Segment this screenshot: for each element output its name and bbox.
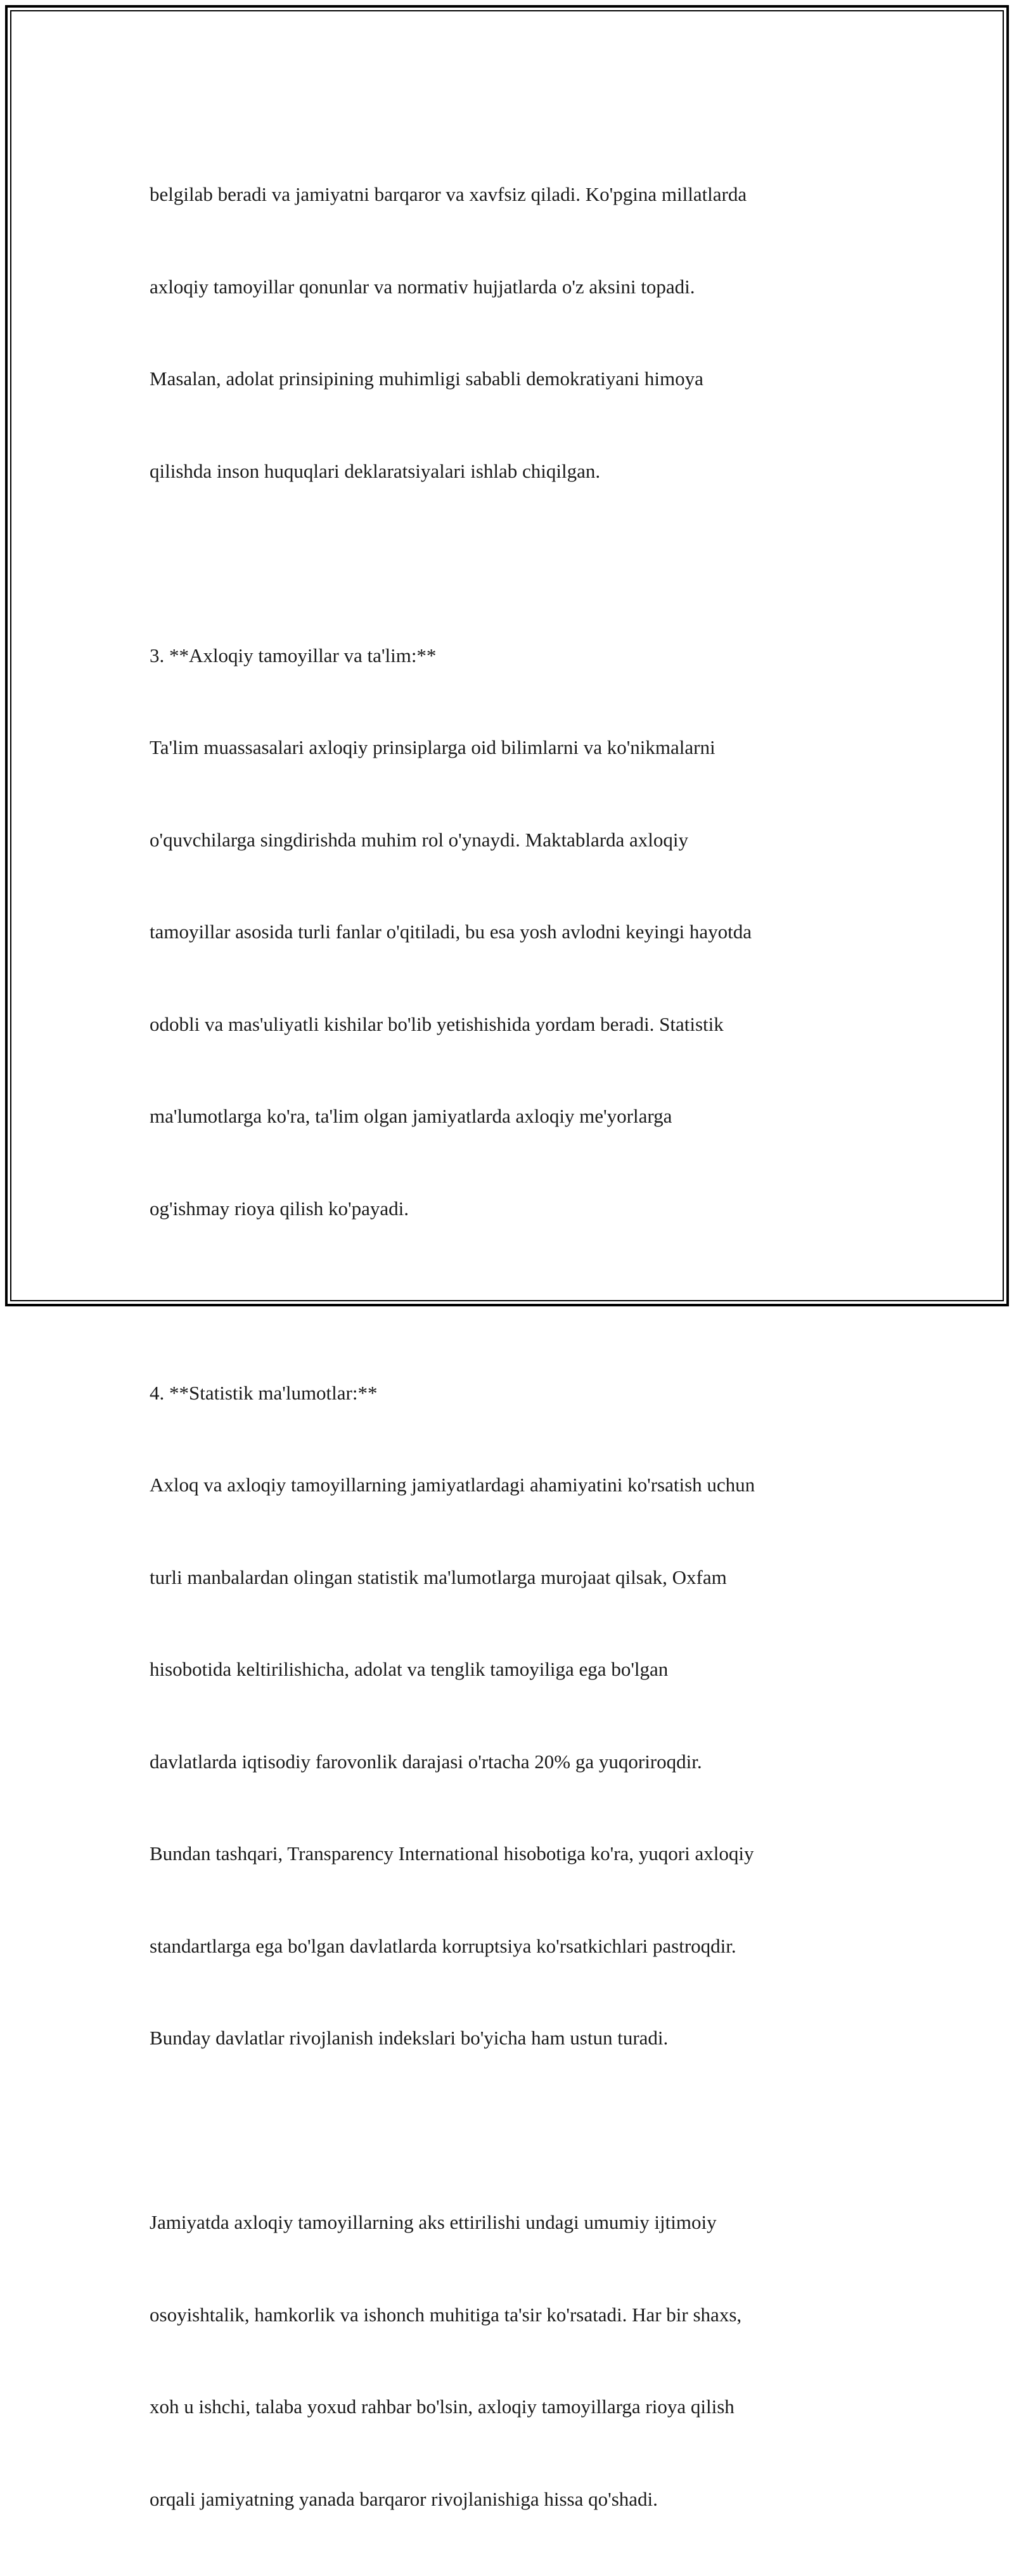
document-body	[150, 118, 885, 2576]
text-line: belgilab beradi va jamiyatni barqaror va xavfsiz qiladi. Ko'pgina millatlarda	[150, 183, 747, 205]
text-line: Axloq va axloqiy tamoyillarning jamiyatlardagi ahamiyatini ko'rsatish uchun	[150, 1474, 755, 1496]
section-heading: 4. **Statistik ma'lumotlar:**	[150, 1381, 378, 1404]
text-line: tamoyillar asosida turli fanlar o'qitiladi, bu esa yosh avlodni keyingi hayotda	[150, 921, 752, 943]
text-line: turli manbalardan olingan statistik ma'lumotlarga murojaat qilsak, Oxfam	[150, 1565, 727, 1588]
text-line: Ta'lim muassasalari axloqiy prinsiplarga oid bilimlarni va ko'nikmalarni	[150, 736, 716, 758]
text-line: davlatlarda iqtisodiy farovonlik darajasi o'rtacha 20% ga yuqoriroqdir.	[150, 1750, 702, 1773]
paragraph-intro	[150, 118, 885, 548]
text-line: axloqiy tamoyillar qonunlar va normativ hujjatlarda o'z aksini topadi.	[150, 275, 695, 298]
section-heading: 3. **Axloqiy tamoyillar va ta'lim:**	[150, 644, 437, 666]
text-line: standartlarga ega bo'lgan davlatlarda korruptsiya ko'rsatkichlari pastroqdir.	[150, 1934, 736, 1957]
paragraph-section-3	[150, 579, 885, 1286]
paragraph-section-4	[150, 1317, 885, 2115]
text-line: ma'lumotlarga ko'ra, ta'lim olgan jamiyatlarda axloqiy me'yorlarga	[150, 1105, 672, 1127]
text-line: orqali jamiyatning yanada barqaror rivojlanishiga hissa qo'shadi.	[150, 2487, 658, 2510]
text-line: Masalan, adolat prinsipining muhimligi sababli demokratiyani himoya	[150, 367, 703, 390]
text-line: og'ishmay rioya qilish ko'payadi.	[150, 1197, 409, 1220]
text-line: osoyishtalik, hamkorlik va ishonch muhitiga ta'sir ko'rsatadi. Har bir shaxs,	[150, 2303, 742, 2326]
text-line: Jamiyatda axloqiy tamoyillarning aks ettirilishi undagi umumiy ijtimoiy	[150, 2211, 717, 2233]
text-line: hisobotida keltirilishicha, adolat va tenglik tamoyiliga ega bo'lgan	[150, 1658, 669, 1680]
text-line: o'quvchilarga singdirishda muhim rol o'ynaydi. Maktablarda axloqiy	[150, 828, 689, 851]
paragraph-conclusion	[150, 2146, 885, 2576]
text-line: Bundan tashqari, Transparency International hisobotiga ko'ra, yuqori axloqiy	[150, 1842, 754, 1865]
text-line: xoh u ishchi, talaba yoxud rahbar bo'lsin, axloqiy tamoyillarga rioya qilish	[150, 2395, 735, 2418]
text-line: odobli va mas'uliyatli kishilar bo'lib yetishishida yordam beradi. Statistik	[150, 1012, 724, 1035]
text-line: qilishda inson huquqlari deklaratsiyalari ishlab chiqilgan.	[150, 459, 601, 482]
text-line: Bunday davlatlar rivojlanish indekslari bo'yicha ham ustun turadi.	[150, 2027, 669, 2049]
